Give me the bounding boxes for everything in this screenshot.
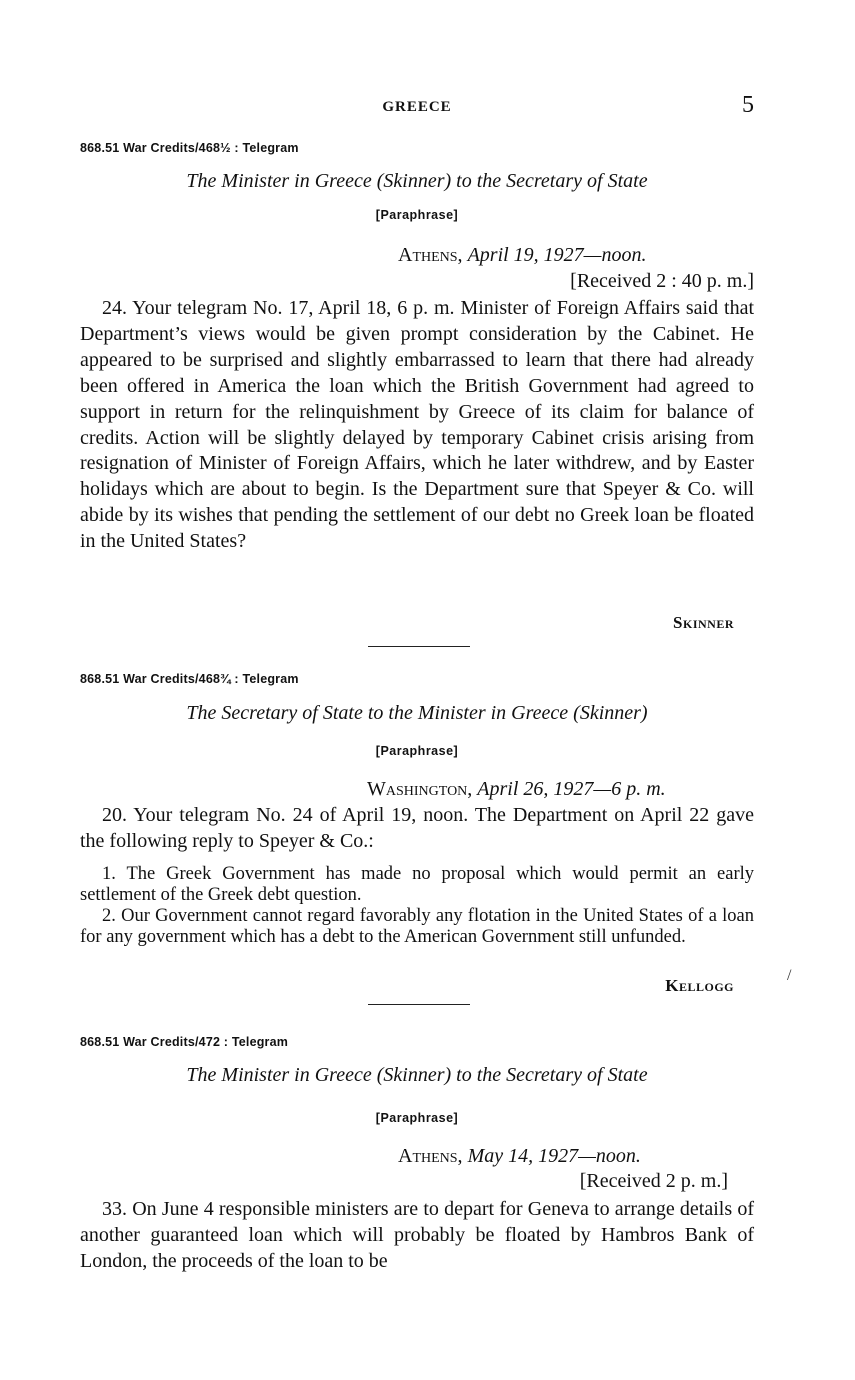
- dateline-date: April 19, 1927—noon.: [467, 244, 647, 266]
- telegram-body: 20. Your telegram No. 24 of April 19, noon. The Department on April 22 gave the following reply to Speyer & Co.:: [80, 804, 754, 852]
- dateline-date: May 14, 1927—noon.: [467, 1145, 641, 1167]
- telegram-body: 24. Your telegram No. 17, April 18, 6 p. m. Minister of Foreign Affairs said that Department’s views would be given prompt consideration by the Cabinet. He appeared to be surprised and slightly embarrassed to learn that there had already been offered in America the loan which the British Government had agreed to support in return for the relinquishment by Greece of its claim for balance of credits. Action will be slightly delayed by temporary Cabinet crisis arising from resignation of Minister of Foreign Affairs, which he later withdrew, and by Easter holidays which are about to begin. Is the Department sure that Speyer & Co. will abide by its wishes that pending the settlement of our debt no Greek loan be floated in the United States?: [80, 297, 754, 553]
- running-head: GREECE: [382, 99, 452, 115]
- section-divider: [368, 1004, 470, 1005]
- file-reference: 868.51 War Credits/468¾ : Telegram: [80, 672, 299, 686]
- document-title: The Minister in Greece (Skinner) to the Secretary of State: [186, 170, 648, 192]
- section-divider: [368, 646, 470, 647]
- received-note: [Received 2 p. m.]: [579, 1170, 728, 1192]
- stray-pencil-mark: /: [787, 967, 792, 984]
- page-number: 5: [742, 92, 754, 118]
- signature: Skinner: [673, 613, 734, 632]
- paraphrase-note: [Paraphrase]: [375, 208, 459, 222]
- list-item: 1. The Greek Government has made no proposal which would permit an early settlement of the Greek debt question.: [80, 864, 754, 905]
- dateline: [367, 778, 666, 801]
- document-title: The Minister in Greece (Skinner) to the Secretary of State: [186, 1064, 648, 1086]
- dateline-place: Athens,: [398, 244, 463, 266]
- telegram-body: 33. On June 4 responsible ministers are to depart for Geneva to arrange details of another guaranteed loan which will probably be floated by Hambros Bank of London, the proceeds of the loan to be: [80, 1198, 754, 1272]
- received-note: [Received 2 : 40 p. m.]: [570, 270, 754, 292]
- paraphrase-note: [Paraphrase]: [375, 1111, 459, 1125]
- file-reference: 868.51 War Credits/472 : Telegram: [80, 1035, 289, 1049]
- dateline-date: April 26, 1927—6 p. m.: [477, 778, 666, 800]
- page-header: [80, 92, 754, 126]
- dateline: [398, 1145, 641, 1168]
- paraphrase-note: [Paraphrase]: [375, 744, 459, 758]
- dateline-place: Washington,: [367, 778, 473, 800]
- file-reference: 868.51 War Credits/468½ : Telegram: [80, 141, 299, 155]
- list-item: 2. Our Government cannot regard favorably any flotation in the United States of a loan for any government which has a debt to the American Government still unfunded.: [80, 906, 754, 947]
- dateline-place: Athens,: [398, 1145, 463, 1167]
- dateline: [398, 244, 646, 267]
- document-title: The Secretary of State to the Minister in Greece (Skinner): [186, 702, 648, 724]
- signature: Kellogg: [665, 976, 734, 995]
